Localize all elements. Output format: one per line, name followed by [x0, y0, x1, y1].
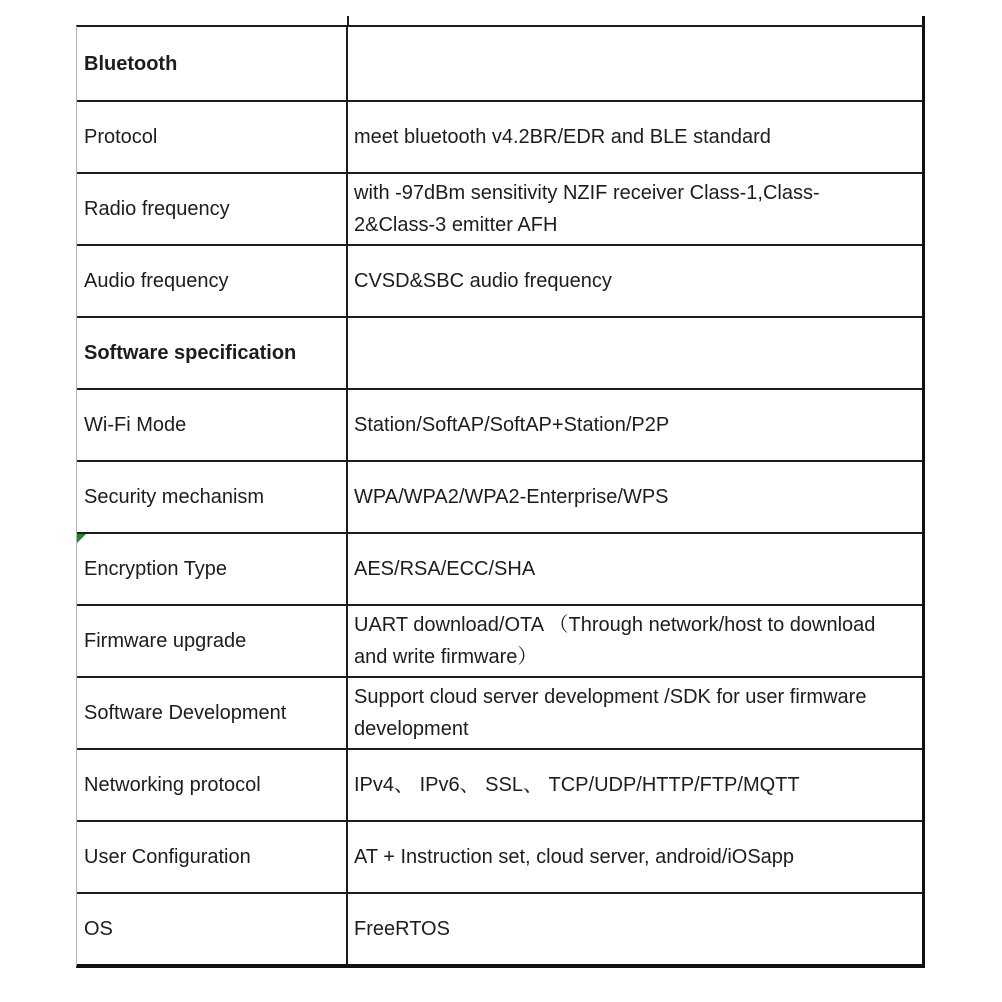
- table-row: [77, 534, 922, 606]
- spec-value-cell: [348, 534, 922, 604]
- spec-label: Protocol: [84, 126, 158, 148]
- spec-value: Station/SoftAP/SoftAP+Station/P2P: [354, 414, 670, 436]
- spec-label-cell: [77, 390, 348, 460]
- spec-label: Software specification: [84, 342, 297, 364]
- spec-label: Firmware upgrade: [84, 630, 247, 652]
- spec-value-cell: [348, 678, 922, 748]
- spec-value-cell: [348, 462, 922, 532]
- spec-value-cell: [348, 27, 922, 100]
- table-row: [77, 246, 922, 318]
- spec-label-cell: [77, 102, 348, 172]
- spec-value: FreeRTOS: [354, 918, 450, 940]
- spec-label-cell: [77, 678, 348, 748]
- spec-value: WPA/WPA2/WPA2-Enterprise/WPS: [354, 486, 669, 508]
- spec-label-cell: [77, 750, 348, 820]
- spec-label: Networking protocol: [84, 774, 261, 796]
- spec-label: User Configuration: [84, 846, 251, 868]
- spec-label-cell: [77, 606, 348, 676]
- spec-value-cell: [348, 318, 922, 388]
- spec-label-cell: [77, 318, 348, 388]
- table-row: [77, 390, 922, 462]
- table-row: [77, 27, 922, 102]
- spec-value: meet bluetooth v4.2BR/EDR and BLE standard: [354, 126, 771, 148]
- table-row: [77, 462, 922, 534]
- spec-label: Audio frequency: [84, 270, 229, 292]
- spec-value-cell: [348, 606, 922, 676]
- spec-value: Support cloud server development /SDK for user firmware development: [354, 686, 867, 740]
- spec-value-cell: [348, 894, 922, 964]
- spec-label-cell: [77, 822, 348, 892]
- spec-label-cell: [77, 462, 348, 532]
- table-row: [77, 318, 922, 390]
- spec-label-cell: [77, 534, 348, 604]
- spec-label: Software Development: [84, 702, 287, 724]
- spec-value-cell: [348, 822, 922, 892]
- spec-label: Radio frequency: [84, 198, 230, 220]
- right-border-tick: [922, 16, 925, 25]
- spec-label: Wi-Fi Mode: [84, 414, 187, 436]
- spec-value: AT + Instruction set, cloud server, android/iOSapp: [354, 846, 795, 868]
- table-row: [77, 750, 922, 822]
- spec-table: [76, 25, 925, 968]
- spec-value-cell: [348, 246, 922, 316]
- spec-label-cell: [77, 27, 348, 100]
- spec-label: OS: [84, 918, 113, 940]
- spec-value-cell: [348, 174, 922, 244]
- table-row: [77, 606, 922, 678]
- table-row: [77, 678, 922, 750]
- spec-label-cell: [77, 894, 348, 964]
- table-row: [77, 102, 922, 174]
- column-divider-tick: [347, 16, 349, 25]
- table-row: [77, 894, 922, 964]
- spec-value: CVSD&SBC audio frequency: [354, 270, 612, 292]
- spec-value: IPv4、 IPv6、 SSL、 TCP/UDP/HTTP/FTP/MQTT: [354, 774, 800, 796]
- spec-label-cell: [77, 174, 348, 244]
- spec-value: with -97dBm sensitivity NZIF receiver Class-1,Class-2&Class-3 emitter AFH: [354, 182, 820, 236]
- spec-label-cell: [77, 246, 348, 316]
- table-row: [77, 822, 922, 894]
- spec-value-cell: [348, 390, 922, 460]
- spec-value-cell: [348, 750, 922, 820]
- spec-value-cell: [348, 102, 922, 172]
- spec-value: UART download/OTA （Through network/host to download and write firmware）: [354, 614, 876, 668]
- spec-label: Security mechanism: [84, 486, 265, 508]
- spec-value: AES/RSA/ECC/SHA: [354, 558, 536, 580]
- spec-label: Encryption Type: [84, 558, 228, 580]
- spec-label: Bluetooth: [84, 52, 178, 75]
- table-row: [77, 174, 922, 246]
- spec-table-body: [77, 27, 922, 964]
